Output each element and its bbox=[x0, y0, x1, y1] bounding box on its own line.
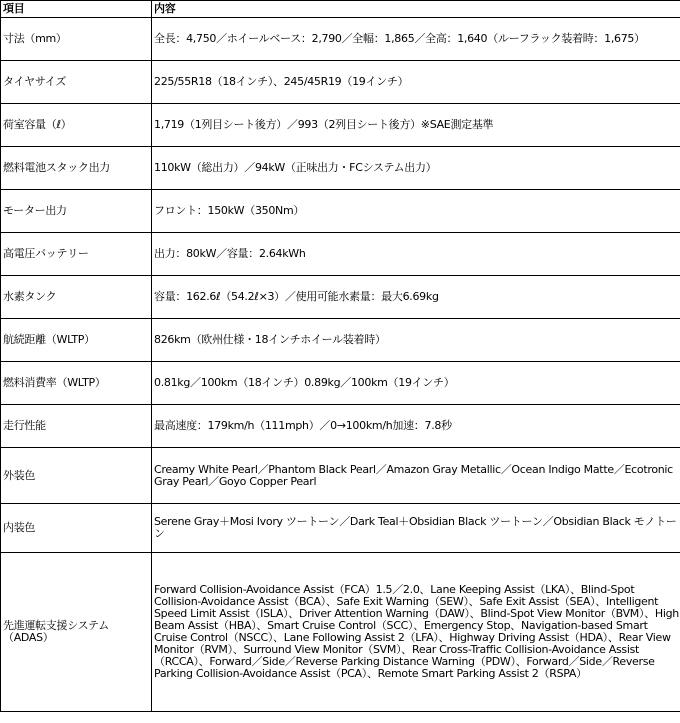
row-value: 全長：4,750／ホイールベース：2,790／全幅：1,865／全高：1,640（ルーフラック装着時：1,675） bbox=[152, 18, 680, 61]
row-label: 内装色 bbox=[1, 504, 152, 553]
row-label: 寸法（mm） bbox=[1, 18, 152, 61]
table-row bbox=[1, 448, 680, 504]
table-row bbox=[1, 147, 680, 190]
row-label: モーター出力 bbox=[1, 190, 152, 233]
row-value: 110kW（総出力）／94kW（正味出力・FCシステム出力） bbox=[152, 147, 680, 190]
table-row bbox=[1, 553, 680, 712]
row-label: 水素タンク bbox=[1, 276, 152, 319]
table-row bbox=[1, 190, 680, 233]
row-value: 1,719（1列目シート後方）／993（2列目シート後方）※SAE測定基準 bbox=[152, 104, 680, 147]
table-row bbox=[1, 18, 680, 61]
row-value: フロント：150kW（350Nm） bbox=[152, 190, 680, 233]
table-row bbox=[1, 504, 680, 553]
row-value: 0.81kg／100km（18インチ）0.89kg／100km（19インチ） bbox=[152, 362, 680, 405]
row-value: 最高速度：179km/h（111mph）／0→100km/h加速：7.8秒 bbox=[152, 405, 680, 448]
row-label: 燃料消費率（WLTP） bbox=[1, 362, 152, 405]
table-row bbox=[1, 362, 680, 405]
table-row bbox=[1, 405, 680, 448]
row-value: Serene Gray＋Mosi Ivory ツートーン／Dark Teal＋Obsidian Black ツートーン／Obsidian Black モノトーン bbox=[152, 504, 680, 553]
row-value: Forward Collision-Avoidance Assist（FCA）1.5／2.0、Lane Keeping Assist（LKA）、Blind-Spot Collision-Avoidance Assist（BCA）、Safe Exit Warning（SEW）、Safe Exit Assist（SEA）、Intelligent Speed Limit Assist（ISLA）、Driver Attention Warning（DAW）、Blind-Spot View Monitor（BVM）、High Beam Assist（HBA）、Smart Cruise Control（SCC）、Emergency Stop、Navigation-based Smart Cruise Control（NSCC）、Lane Following Assist 2（LFA）、Highway Driving Assist（HDA）、Rear View Monitor（RVM）、Surround View Monitor（SVM）、Rear Cross-Traffic Collision-Avoidance Assist（RCCA）、Forward／Side／Reverse Parking Distance Warning（PDW）、Forward／Side／Reverse Parking Collision-Avoidance Assist（PCA）、Remote Smart Parking Assist 2（RSPA） bbox=[152, 553, 680, 712]
table-header-row bbox=[1, 1, 680, 18]
table-row bbox=[1, 233, 680, 276]
table-row bbox=[1, 104, 680, 147]
row-label: 走行性能 bbox=[1, 405, 152, 448]
row-value: 826km（欧州仕様・18インチホイール装着時） bbox=[152, 319, 680, 362]
row-label: 高電圧バッテリー bbox=[1, 233, 152, 276]
row-value: 出力：80kW／容量：2.64kWh bbox=[152, 233, 680, 276]
row-value: 225/55R18（18インチ）、245/45R19（19インチ） bbox=[152, 61, 680, 104]
row-label: 先進運転支援システム（ADAS） bbox=[1, 553, 152, 712]
row-label: 航続距離（WLTP） bbox=[1, 319, 152, 362]
column-header-content: 内容 bbox=[152, 1, 680, 18]
row-label: 燃料電池スタック出力 bbox=[1, 147, 152, 190]
row-value: Creamy White Pearl／Phantom Black Pearl／Amazon Gray Metallic／Ocean Indigo Matte／Ecotronic Gray Pearl／Goyo Copper Pearl bbox=[152, 448, 680, 504]
column-header-item: 項目 bbox=[1, 1, 152, 18]
row-label: 荷室容量（ℓ） bbox=[1, 104, 152, 147]
row-label: 外装色 bbox=[1, 448, 152, 504]
row-value: 容量：162.6ℓ（54.2ℓ×3）／使用可能水素量：最大6.69kg bbox=[152, 276, 680, 319]
table-row bbox=[1, 61, 680, 104]
table-row bbox=[1, 319, 680, 362]
row-label: タイヤサイズ bbox=[1, 61, 152, 104]
table-row bbox=[1, 276, 680, 319]
